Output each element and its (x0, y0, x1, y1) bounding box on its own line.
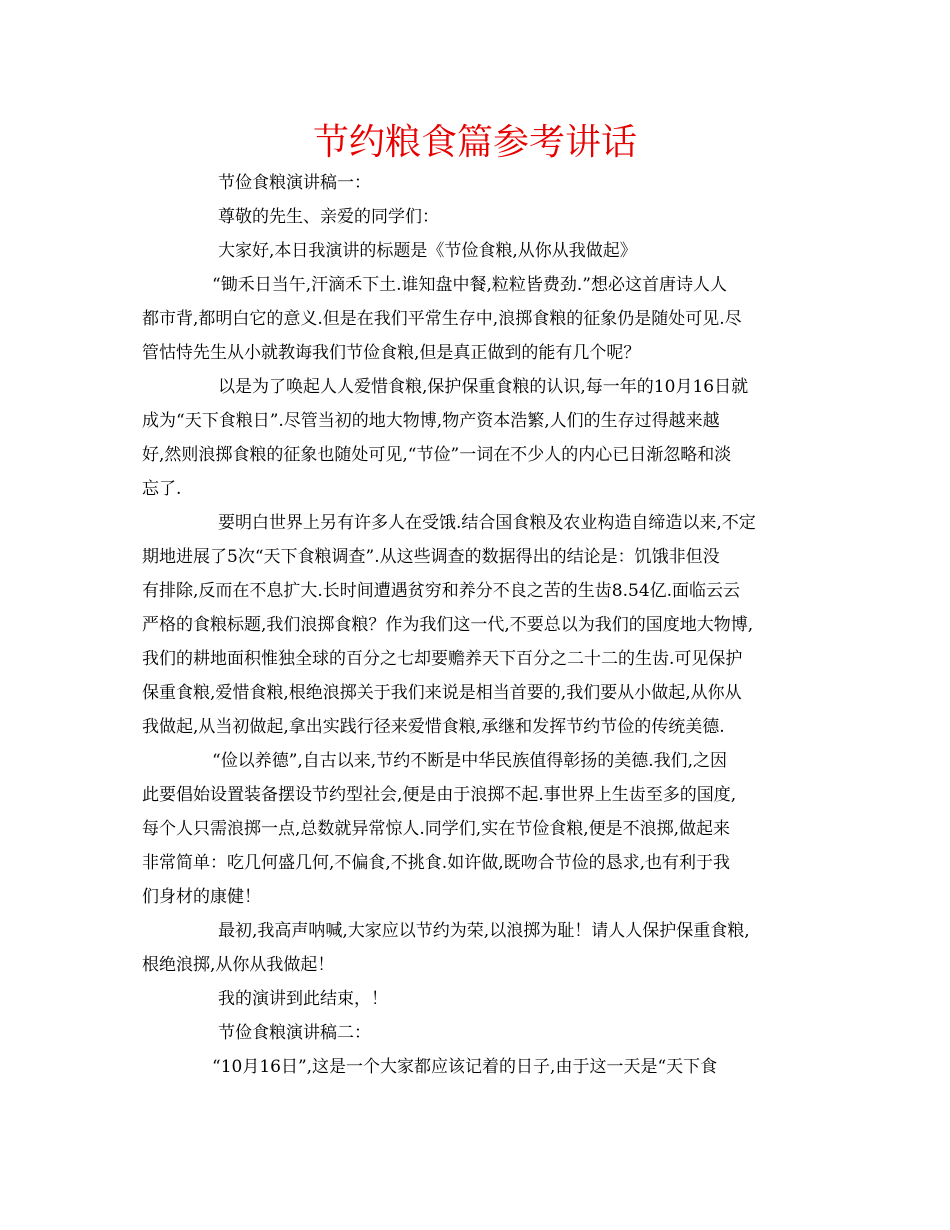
text-line: 严格的食粮标题,我们浪掷食粮？作为我们这一代,不要总以为我们的国度地大物博, (142, 615, 754, 635)
text-line: 都市背,都明白它的意义.但是在我们平常生存中,浪掷食粮的征象仍是随处可见.尽 (142, 309, 742, 329)
text-line: “锄禾日当午,汗滴禾下土.谁知盘中餐,粒粒皆费劲.”想必这首唐诗人人 (212, 275, 727, 295)
text-line: “10月16日”,这是一个大家都应该记着的日子,由于这一天是“天下食 (212, 1057, 718, 1077)
text-line: 管怙恃先生从小就教诲我们节俭食粮,但是真正做到的能有几个呢？ (142, 343, 641, 363)
text-line: 大家好,本日我演讲的标题是《节俭食粮,从你从我做起》 (218, 241, 637, 261)
text-line: 节俭食粮演讲稿一： (218, 173, 371, 193)
text-line: 我们的耕地面积惟独全球的百分之七却要赡养天下百分之二十二的生齿.可见保护 (142, 649, 743, 669)
text-line: 要明白世界上另有许多人在受饿.结合国食粮及农业构造自缔造以来,不定 (218, 513, 756, 533)
text-line: 每个人只需浪掷一点,总数就异常惊人.同学们,实在节俭食粮,便是不浪掷,做起来 (142, 819, 731, 839)
text-line: 我的演讲到此结束，！ (218, 989, 388, 1009)
text-line: 忘了. (142, 479, 182, 499)
text-line: 节俭食粮演讲稿二： (218, 1023, 371, 1043)
text-line: 有排除,反而在不息扩大.长时间遭遇贫穷和养分不良之苦的生齿8.54亿.面临云云 (142, 581, 741, 601)
text-line: 此要倡始设置装备摆设节约型社会,便是由于浪掷不起.事世界上生齿至多的国度, (142, 785, 737, 805)
text-line: 非常简单：吃几何盛几何,不偏食,不挑食.如许做,既吻合节俭的恳求,也有利于我 (142, 853, 731, 873)
text-line: 成为“天下食粮日”.尽管当初的地大物博,物产资本浩繁,人们的生存过得越来越 (142, 411, 720, 431)
text-line: 根绝浪掷,从你从我做起！ (142, 955, 335, 975)
text-line: “俭以养德”,自古以来,节约不断是中华民族值得彰扬的美德.我们,之因 (212, 751, 727, 771)
text-line: 以是为了唤起人人爱惜食粮,保护保重食粮的认识,每一年的10月16日就 (218, 377, 749, 397)
text-line: 保重食粮,爱惜食粮,根绝浪掷关于我们来说是相当首要的,我们要从小做起,从你从 (142, 683, 742, 703)
text-line: 我做起,从当初做起,拿出实践行径来爱惜食粮,承继和发挥节约节俭的传统美德. (142, 717, 725, 737)
document-title: 节约粮食篇参考讲话 (312, 122, 637, 163)
text-line: 好,然则浪掷食粮的征象也随处可见,“节俭”一词在不少人的内心已日渐忽略和淡 (142, 445, 732, 465)
document-body (142, 166, 810, 1084)
text-line: 们身材的康健！ (142, 887, 261, 907)
text-line: 最初,我高声呐喊,大家应以节约为荣,以浪掷为耻！请人人保护保重食粮, (218, 921, 750, 941)
text-line: 尊敬的先生、亲爱的同学们： (218, 207, 439, 227)
text-line: 期地进展了5次“天下食粮调查”.从这些调查的数据得出的结论是：饥饿非但没 (142, 547, 720, 567)
